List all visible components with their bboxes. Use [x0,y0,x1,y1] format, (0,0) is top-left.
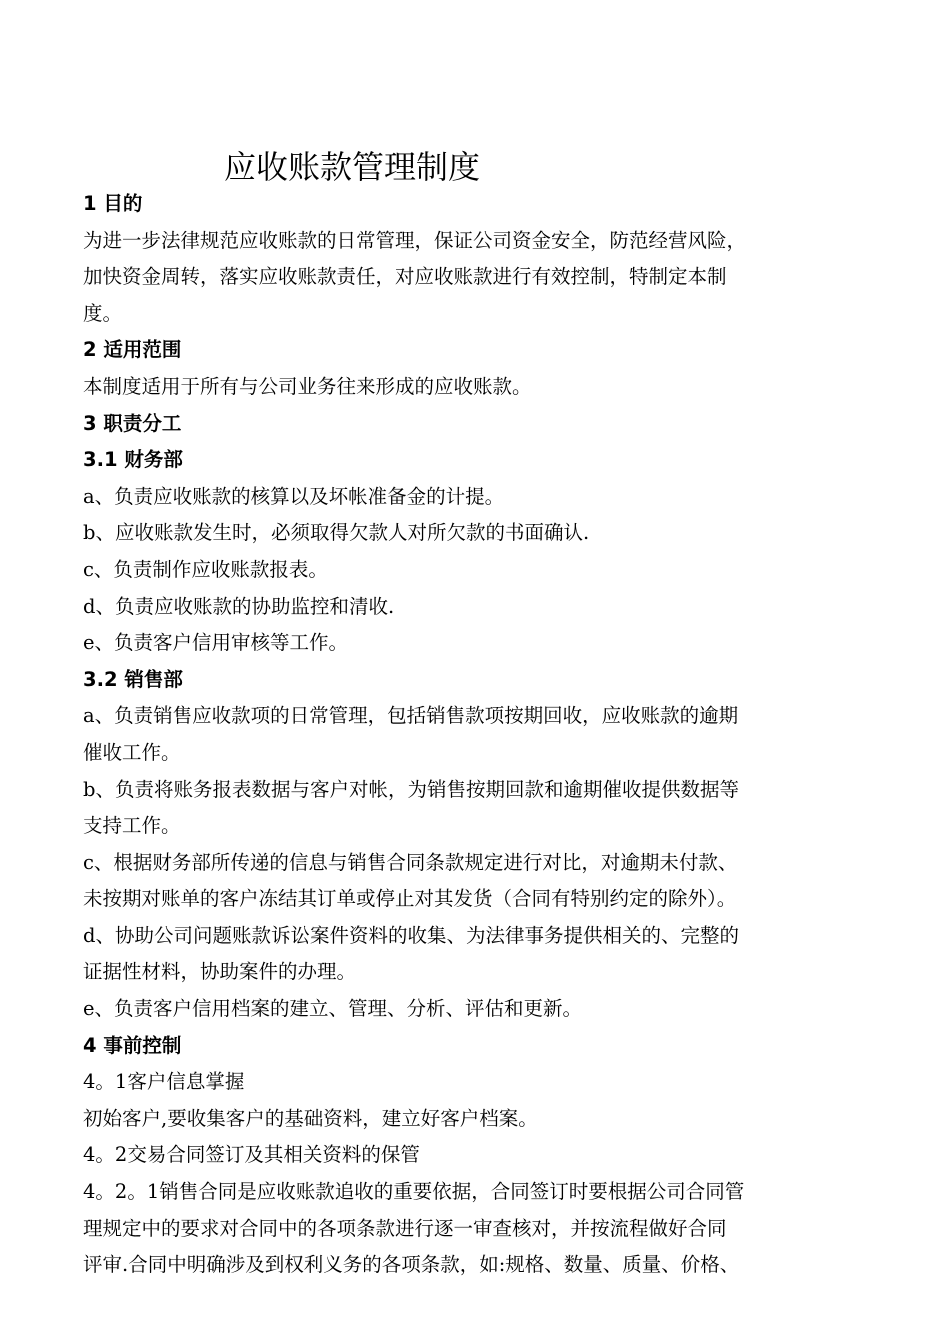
section-heading: 3.2 销售部 [83,667,183,691]
section-heading: 4 事前控制 [83,1033,182,1057]
paragraph-line: 证据性材料，协助案件的办理。 [83,960,357,984]
paragraph-line: 4。1客户信息掌握 [83,1070,245,1094]
document-title: 应收账款管理制度 [224,148,481,186]
paragraph-line: d、协助公司问题账款诉讼案件资料的收集、为法律事务提供相关的、完整的 [83,923,739,947]
paragraph-line: 4。2交易合同签订及其相关资料的保管 [83,1143,420,1167]
paragraph-line: 为进一步法律规范应收账款的日常管理，保证公司资金安全，防范经营风险， [83,228,747,252]
section-heading: 3 职责分工 [83,411,182,435]
paragraph-line: a、负责销售应收款项的日常管理，包括销售款项按期回收，应收账款的逾期 [83,704,739,728]
section-heading: 1 目的 [83,192,143,215]
paragraph-line: 评审.合同中明确涉及到权利义务的各项条款，如:规格、数量、质量、价格、 [83,1253,740,1277]
paragraph-line: 未按期对账单的客户冻结其订单或停止对其发货（合同有特别约定的除外）。 [83,887,737,911]
paragraph-line: 理规定中的要求对合同中的各项条款进行逐一审查核对，并按流程做好合同 [83,1216,727,1240]
paragraph-line: 初始客户,要收集客户的基础资料，建立好客户档案。 [83,1106,538,1130]
paragraph-line: c、负责制作应收账款报表。 [83,557,328,581]
paragraph-line: 度。 [83,301,123,325]
paragraph-line: b、负责将账务报表数据与客户对帐，为销售按期回款和逾期催收提供数据等 [83,777,739,801]
paragraph-line: 催收工作。 [83,740,181,764]
paragraph-line: 支持工作。 [83,814,181,838]
paragraph-line: c、根据财务部所传递的信息与销售合同条款规定进行对比，对逾期未付款、 [83,850,738,874]
paragraph-line: 加快资金周转，落实应收账款责任，对应收账款进行有效控制，特制定本制 [83,265,727,289]
section-heading: 2 适用范围 [83,338,182,362]
paragraph-line: a、负责应收账款的核算以及坏帐准备金的计提。 [83,484,505,508]
paragraph-line: e、负责客户信用审核等工作。 [83,631,349,655]
paragraph-line: b、应收账款发生时，必须取得欠款人对所欠款的书面确认. [83,521,590,545]
document-body [83,186,873,1284]
section-heading: 3.1 财务部 [83,448,183,472]
paragraph-line: 本制度适用于所有与公司业务往来形成的应收账款。 [83,374,532,398]
paragraph-line: e、负责客户信用档案的建立、管理、分析、评估和更新。 [83,997,583,1021]
paragraph-line: d、负责应收账款的协助监控和清收. [83,594,395,618]
paragraph-line: 4。2。1销售合同是应收账款追收的重要依据，合同签订时要根据公司合同管 [83,1180,745,1204]
